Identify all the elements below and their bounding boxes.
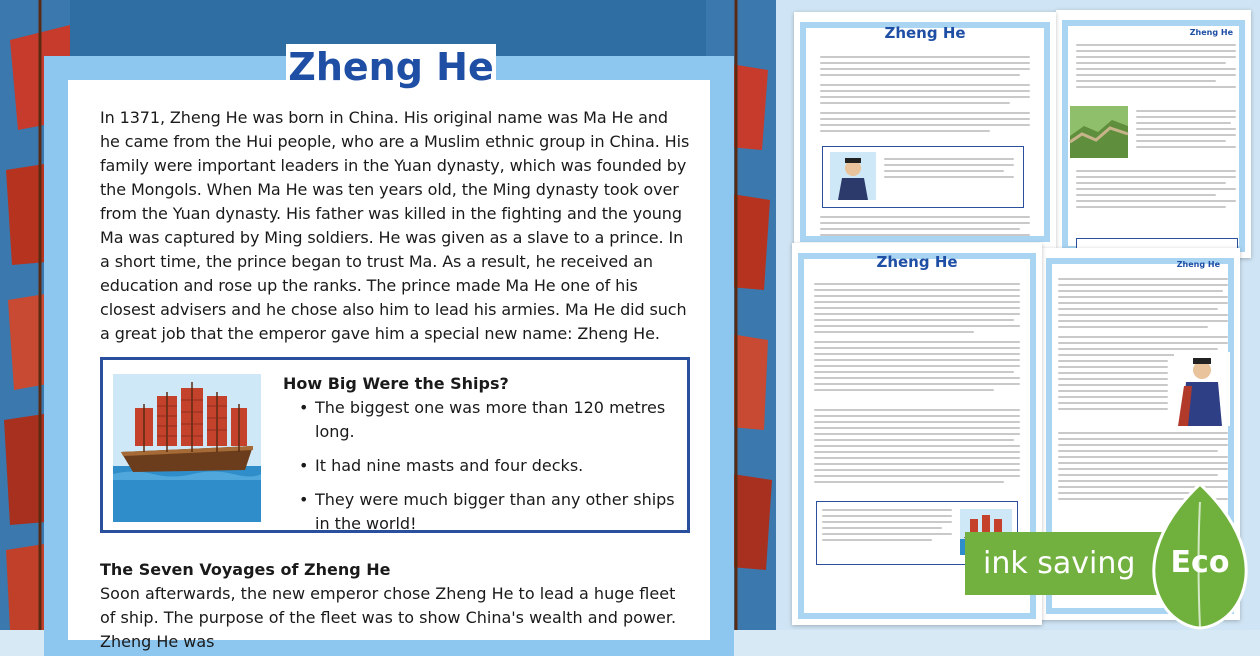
zheng-he-portrait [1174,352,1230,426]
ship-fact: • It had nine masts and four decks. [299,454,679,478]
voyages-paragraph [100,582,692,654]
ships-fact-box [100,357,690,533]
page-title: Zheng He [286,44,496,90]
thumbnail-title: Zheng He [884,24,966,42]
great-wall-image [1070,106,1128,158]
ships-facts-list [299,396,679,546]
eco-label: Eco [1170,545,1230,580]
zheng-he-portrait-small [830,152,876,200]
treasure-ship-illustration [113,374,261,522]
ship-fact: • The biggest one was more than 120 metres long. [299,396,679,444]
thumbnail-title: Zheng He [1176,260,1220,269]
voyages-text: Soon afterwards, the new emperor chose Zheng He to lead a huge fleet of ship. The purpose of the fleet was to show China's wealth and power. Zheng He was [100,584,677,651]
intro-text: In 1371, Zheng He was born in China. His original name was Ma He and he came from the Hui people, who are a Muslim ethnic group in China. His family were important leaders in the Yuan dynasty, which was founded by the Mongols. When Ma He was ten years old, the Ming dynasty took over from the Yuan dynasty. His father was killed in the fighting and the young Ma was captured by Ming soldiers. He was given as a slave to a prince. In a short time, the prince began to trust Ma. As a result, he received an education and rose up the ranks. The prince made Ma He one of his closest advisers and he chose also him to lead his armies. Ma He did such a great job that the emperor gave him a special new name: Zheng He. [100,108,690,343]
intro-paragraph [100,106,692,346]
thumbnail-title: Zheng He [1189,28,1233,37]
thumbnail-frame [800,22,1050,242]
ship-fact: • They were much bigger than any other ships in the world! [299,488,679,536]
ships-heading: How Big Were the Ships? [283,374,509,393]
thumbnail-title: Zheng He [876,253,958,271]
ink-saving-banner: ink saving [965,532,1195,595]
thumbnail-page-back-front[interactable] [794,12,1056,248]
thumbnail-page-back[interactable] [1056,10,1251,258]
voyages-heading: The Seven Voyages of Zheng He [100,560,391,579]
